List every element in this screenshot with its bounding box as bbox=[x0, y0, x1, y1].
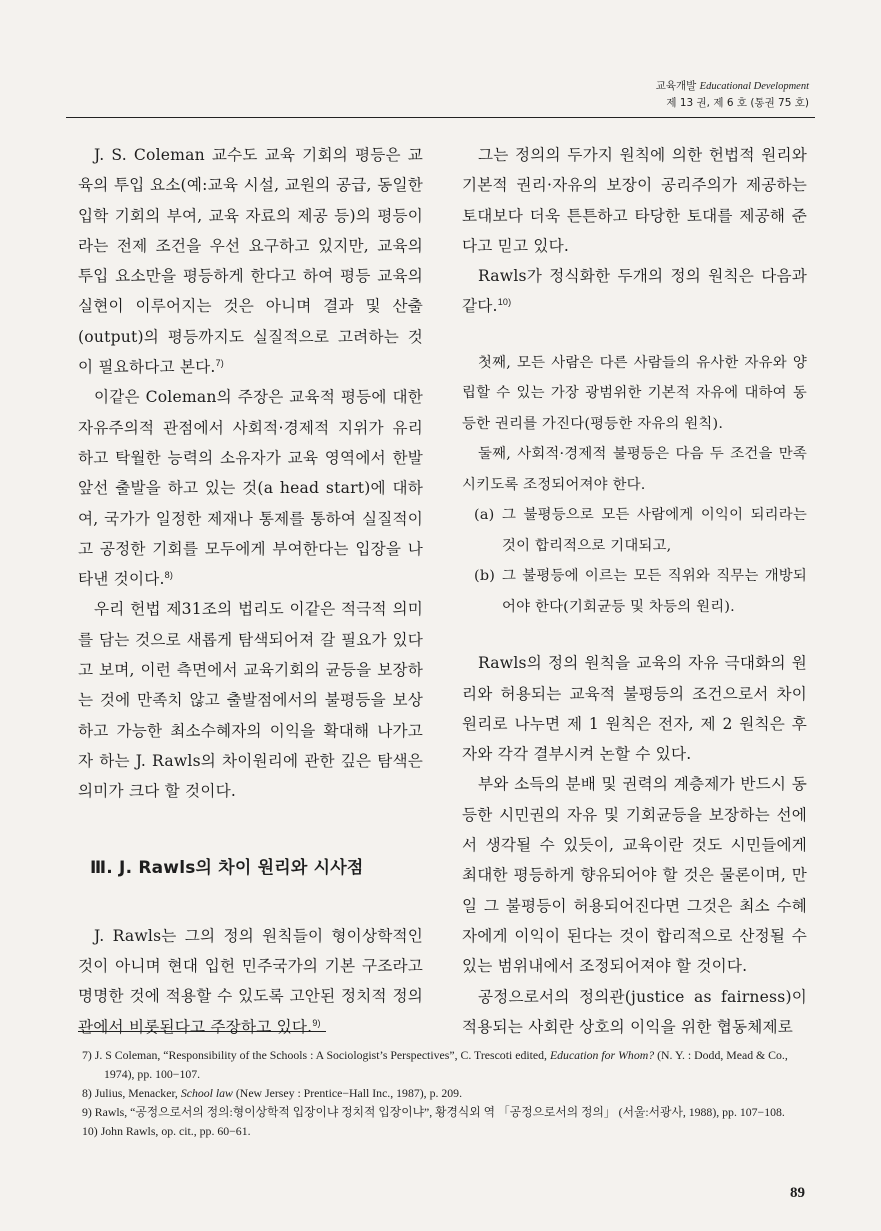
paragraph: Rawls의 정의 원칙을 교육의 자유 극대화의 원리와 허용되는 교육적 불평등의 조건으로서 차이 원리로 나누면 제 1 원칙은 전자, 제 2 원칙은 후자와 각각 결부시켜 논할 수 있다. bbox=[462, 654, 807, 764]
footnote-ref: 8) bbox=[164, 569, 174, 580]
footnotes bbox=[82, 1046, 802, 1141]
left-column bbox=[78, 140, 423, 1042]
condition-b: (b) 그 불평등에 이르는 모든 직위와 직무는 개방되어야 한다(기회균등 및 차등의 원리). bbox=[474, 568, 807, 615]
right-column bbox=[462, 140, 807, 1042]
principles-quote bbox=[462, 348, 807, 623]
footnote-ref: 7) bbox=[215, 357, 224, 368]
principle-first: 첫째, 모든 사람은 다른 사람들의 유사한 자유와 양립할 수 있는 가장 광범위한 기본적 자유에 대하여 동등한 권리를 가진다(평등한 자유의 원칙). bbox=[462, 354, 807, 432]
paragraph: 공정으로서의 정의관(justice as fairness)이 적용되는 사회란 상호의 이익을 위한 협동체제로 bbox=[462, 987, 807, 1036]
footnote-ref: 10) bbox=[497, 297, 512, 308]
paragraph: J. Rawls는 그의 정의 원칙들이 형이상학적인 것이 아니며 현대 입헌 민주국가의 기본 구조라고 명명한 것에 적용할 수 있도록 고안된 정치적 정의관에서 비롯된다고 주장하고 있다.$^{9)}$ bbox=[78, 926, 423, 1036]
condition-a: (a) 그 불평등으로 모든 사람에게 이익이 되리라는 것이 합리적으로 기대되고, bbox=[474, 507, 807, 554]
footnote: 7) J. S Coleman, “Responsibility of the Schools : A Sociologist’s Perspectives”, C. Trescoti edited, Education for Whom? (N. Y. : Dodd, Mead & Co., 1974), pp. 100−107. bbox=[82, 1048, 788, 1081]
footnote: 9) Rawls, “공정으로서의 정의:형이상학적 입장이냐 정치적 입장이냐”, 황경식외 역 「공정으로서의 정의」 (서울:서광사, 1988), pp. 107−108. bbox=[82, 1105, 785, 1119]
header-rule bbox=[66, 117, 815, 118]
paragraph: 그는 정의의 두가지 원칙에 의한 헌법적 원리와 기본적 권리·자유의 보장이 공리주의가 제공하는 토대보다 더욱 튼튼하고 타당한 토대를 제공해 준다고 믿고 있다. bbox=[462, 146, 807, 255]
paragraph: J. S. Coleman 교수도 교육 기회의 평등은 교육의 투입 요소(예:교육 시설, 교원의 공급, 동일한 입학 기회의 부여, 교육 자료의 제공 등)의 평등이라는 전제 조건을 우선 요구하고 있지만, 교육의 투입 요소만을 평등하게 한다고 하여 평등 교육의 실현이 이루어지는 것은 아니며 결과 및 산출(output)의 평등까지도 실질적으로 고려하는 것이 필요하다고 본다.$^{7)}$ bbox=[78, 146, 423, 377]
paragraph: Rawls가 정식화한 두개의 정의 원칙은 다음과 같다.$^{10)}$ bbox=[462, 267, 807, 316]
footnote-rule bbox=[78, 1031, 326, 1032]
footnote-ref: 9) bbox=[312, 1017, 321, 1028]
section-heading: Ⅲ. J. Rawls의 차이 원리와 시사점 bbox=[90, 857, 364, 878]
paragraph: 우리 헌법 제31조의 법리도 이같은 적극적 의미를 담는 것으로 새롭게 탐색되어져 갈 필요가 있다고 보며, 이런 측면에서 교육기회의 균등을 보장하는 것에 만족치 않고 출발점에서의 불평등을 보상하고 가능한 최소수혜자의 이익을 확대해 나가고자 하는 J. Rawls의 차이원리에 관한 깊은 탐색은 의미가 크다 할 것이다. bbox=[78, 600, 423, 801]
journal-title-en: Educational Development bbox=[699, 81, 809, 92]
paragraph: 부와 소득의 분배 및 권력의 계층제가 반드시 동등한 시민권의 자유 및 기회균등을 보장하는 선에서 생각될 수 있듯이, 교육이란 것도 시민들에게 최대한 평등하게 향유되어야 할 것은 물론이며, 만일 그 불평등이 허용되어진다면 그것은 최소 수혜자에게 이익이 된다는 것이 합리적으로 산정될 수 있는 범위내에서 조정되어져야 할 것이다. bbox=[462, 775, 807, 976]
footnote: 8) Julius, Menacker, School law (New Jersey : Prentice−Hall Inc., 1987), p. 209. bbox=[82, 1086, 463, 1100]
principle-second: 둘째, 사회적·경제적 불평등은 다음 두 조건을 만족시키도록 조정되어져야 한다. bbox=[462, 446, 807, 493]
footnote: 10) John Rawls, op. cit., pp. 60−61. bbox=[82, 1124, 251, 1138]
issue-info: 제 13 권, 제 6 호 (통권 75 호) bbox=[666, 97, 809, 109]
paragraph: 이같은 Coleman의 주장은 교육적 평등에 대한 자유주의적 관점에서 사회적·경제적 지위가 유리하고 탁월한 능력의 소유자가 교육 영역에서 한발 앞선 출발을 하고 있는 것(a head start)에 대하여, 국가가 일정한 제재나 통제를 통하여 실질적이고 공정한 기회를 모두에게 부여한다는 입장을 나타낸 것이다.$^{8)}$ bbox=[78, 388, 423, 589]
page-number: 89 bbox=[790, 1185, 805, 1201]
journal-title-ko: 교육개발 bbox=[655, 80, 697, 92]
running-header bbox=[656, 78, 809, 111]
